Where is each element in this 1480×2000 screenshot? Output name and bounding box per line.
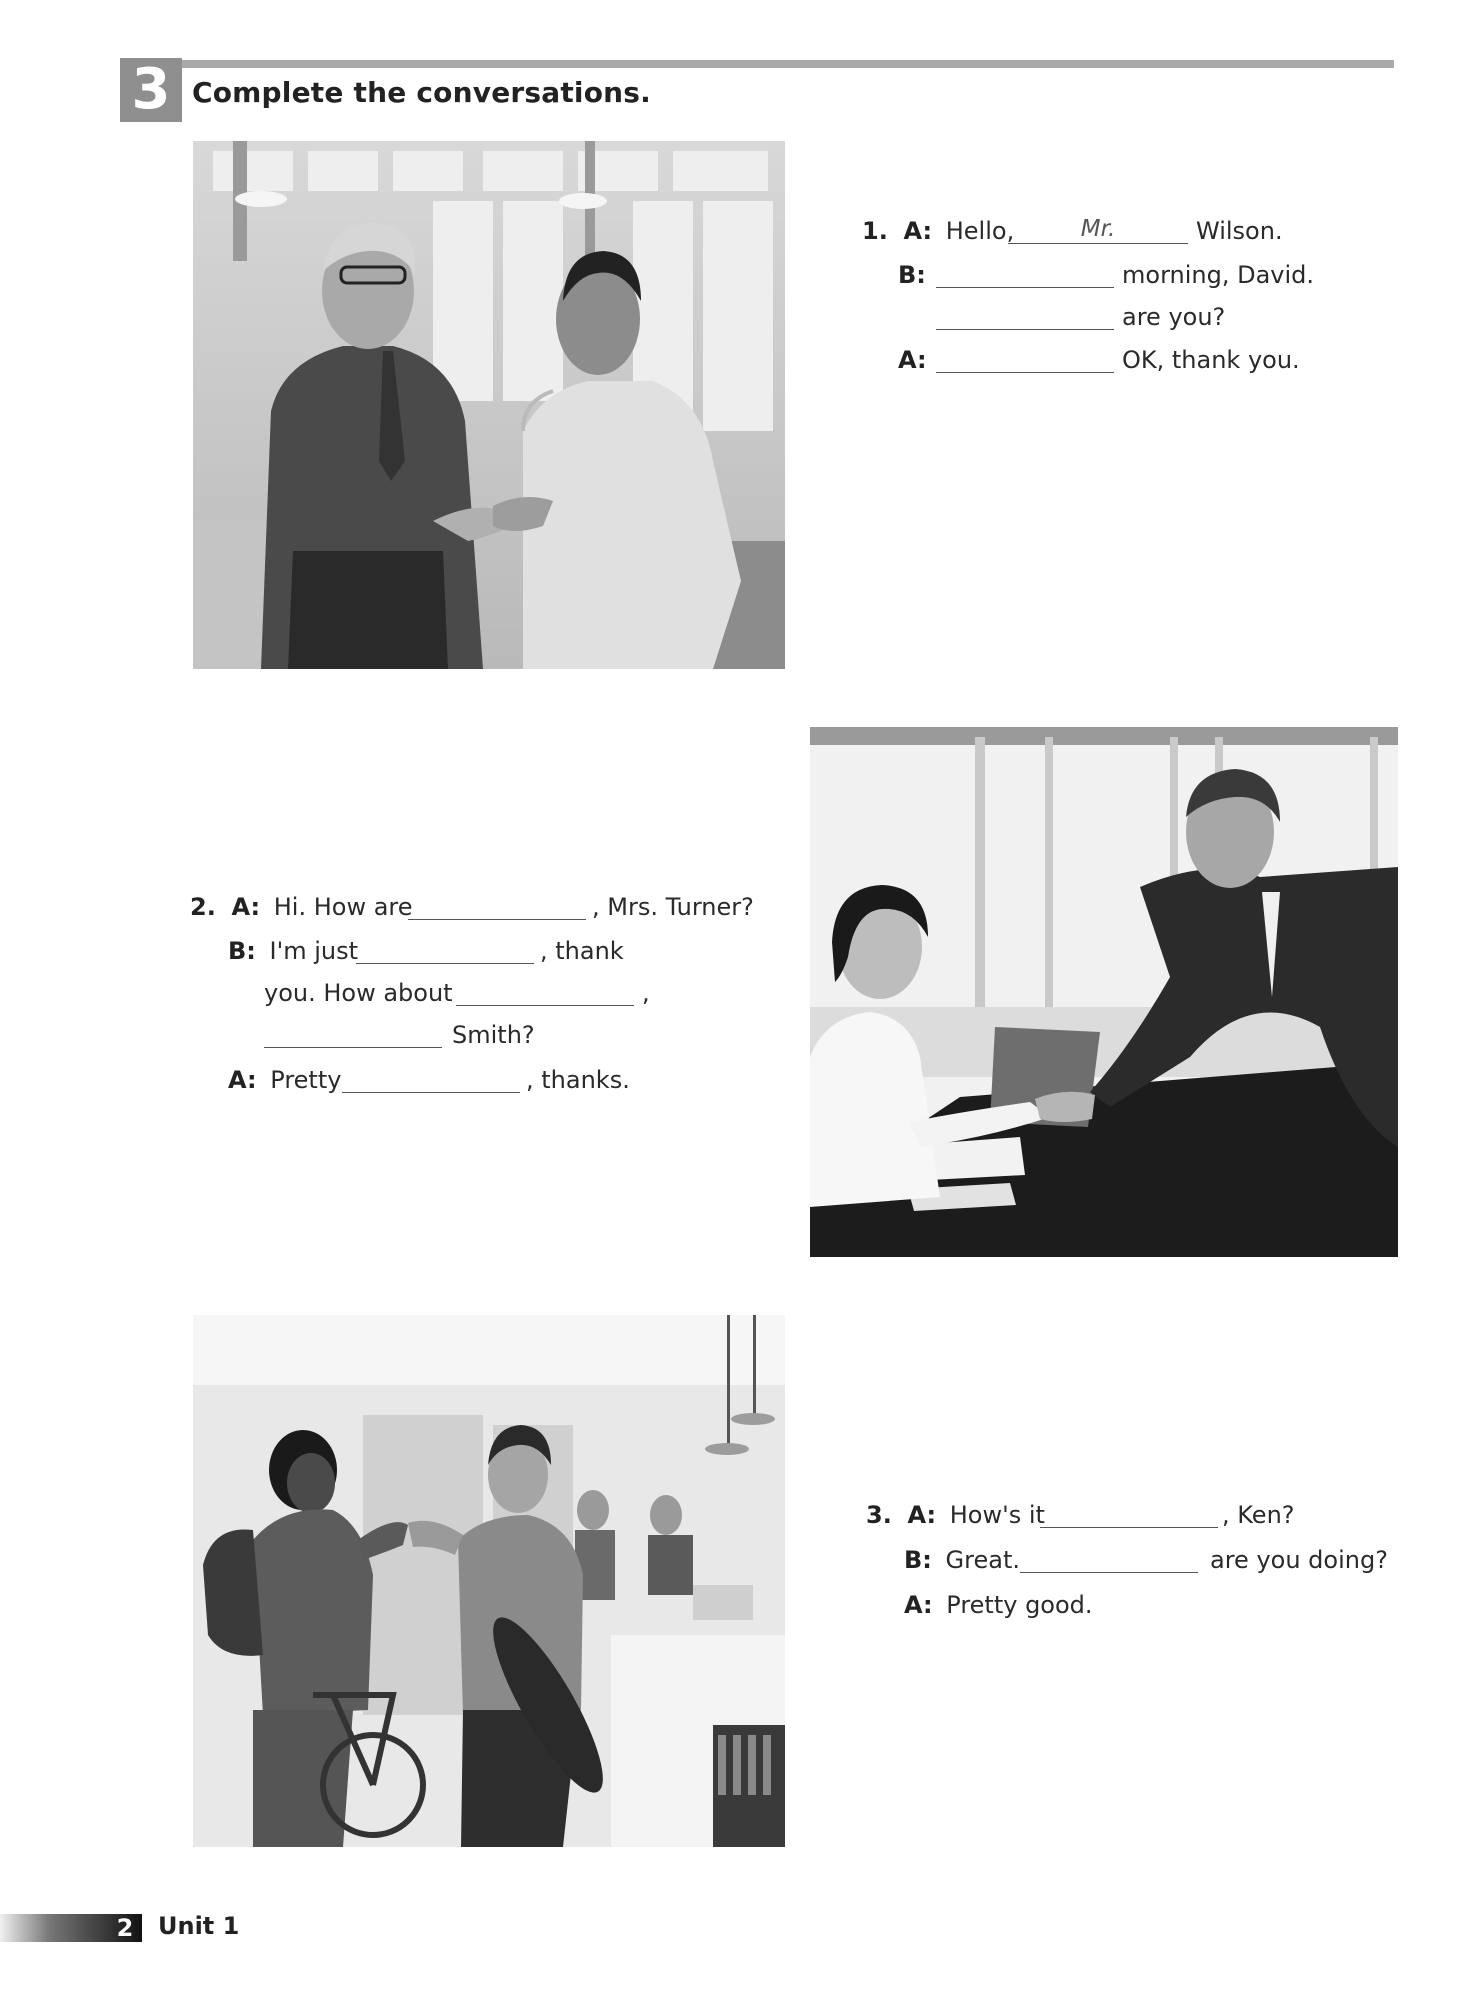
- blank-field[interactable]: [1008, 243, 1188, 244]
- dialogue-text: you. How about: [264, 979, 453, 1007]
- dialogue-text: How's it: [949, 1501, 1045, 1529]
- blank-field[interactable]: [1040, 1527, 1218, 1528]
- dialogue-text: I'm just: [269, 937, 359, 965]
- dialogue-text: Wilson.: [1196, 217, 1283, 245]
- conv1-line-2-speaker: [898, 261, 926, 289]
- conv3-line-2: [904, 1546, 1020, 1574]
- blank-field[interactable]: [936, 372, 1114, 373]
- dialogue-text: are you?: [1122, 303, 1226, 331]
- exercise-number-badge: 3: [120, 58, 182, 122]
- conv2-line-2: [228, 937, 358, 965]
- blank-field[interactable]: [936, 329, 1114, 330]
- speaker-label: B:: [898, 261, 926, 289]
- dialogue-text: , Mrs. Turner?: [592, 893, 754, 921]
- conv1-line-4-speaker: [898, 346, 927, 374]
- dialogue-text: , thank: [540, 937, 624, 965]
- dialogue-text: ,: [642, 979, 650, 1007]
- dialogue-text: are you doing?: [1210, 1546, 1388, 1574]
- blank-field[interactable]: [356, 963, 534, 964]
- conv2-line-1: [190, 893, 413, 921]
- dialogue-text: , Ken?: [1222, 1501, 1295, 1529]
- dialogue-text: Hi. How are: [273, 893, 413, 921]
- header-rule: [182, 60, 1394, 68]
- speaker-label: A:: [898, 346, 927, 374]
- speaker-label: A:: [231, 893, 261, 921]
- blank-field[interactable]: [264, 1047, 442, 1048]
- conv3-line-1: [866, 1501, 1045, 1529]
- conv3-line-3: [904, 1591, 1093, 1619]
- dialogue-text: Great.: [945, 1546, 1020, 1574]
- speaker-label: A:: [903, 217, 933, 245]
- photo-men-handshake: [193, 141, 785, 669]
- photo-students-fist-bump: [193, 1315, 785, 1847]
- blank-field[interactable]: [936, 287, 1114, 288]
- page-number: 2: [116, 1914, 134, 1942]
- dialogue-text: , thanks.: [526, 1066, 630, 1094]
- unit-label: Unit 1: [158, 1912, 240, 1940]
- exercise-title: Complete the conversations.: [192, 76, 652, 109]
- blank-field[interactable]: [456, 1005, 634, 1006]
- filled-answer: Mr.: [1080, 216, 1116, 242]
- speaker-label: B:: [228, 937, 256, 965]
- dialogue-text: Pretty good.: [946, 1591, 1093, 1619]
- photo-office-handshake: [810, 727, 1398, 1257]
- speaker-label: A:: [904, 1591, 933, 1619]
- conv3-number: 3.: [866, 1501, 892, 1529]
- dialogue-text: Smith?: [452, 1021, 535, 1049]
- conv2-number: 2.: [190, 893, 216, 921]
- dialogue-text: OK, thank you.: [1122, 346, 1300, 374]
- blank-field[interactable]: [1020, 1572, 1198, 1573]
- conv2-line-5: [228, 1066, 341, 1094]
- speaker-label: B:: [904, 1546, 932, 1574]
- dialogue-text: morning, David.: [1122, 261, 1315, 289]
- blank-field[interactable]: [408, 919, 586, 920]
- speaker-label: A:: [228, 1066, 257, 1094]
- blank-field[interactable]: [342, 1092, 520, 1093]
- speaker-label: A:: [907, 1501, 937, 1529]
- dialogue-text: Hello,: [945, 217, 1015, 245]
- dialogue-text: Pretty: [270, 1066, 342, 1094]
- conv1-line-1: [862, 217, 1014, 245]
- conv1-number: 1.: [862, 217, 888, 245]
